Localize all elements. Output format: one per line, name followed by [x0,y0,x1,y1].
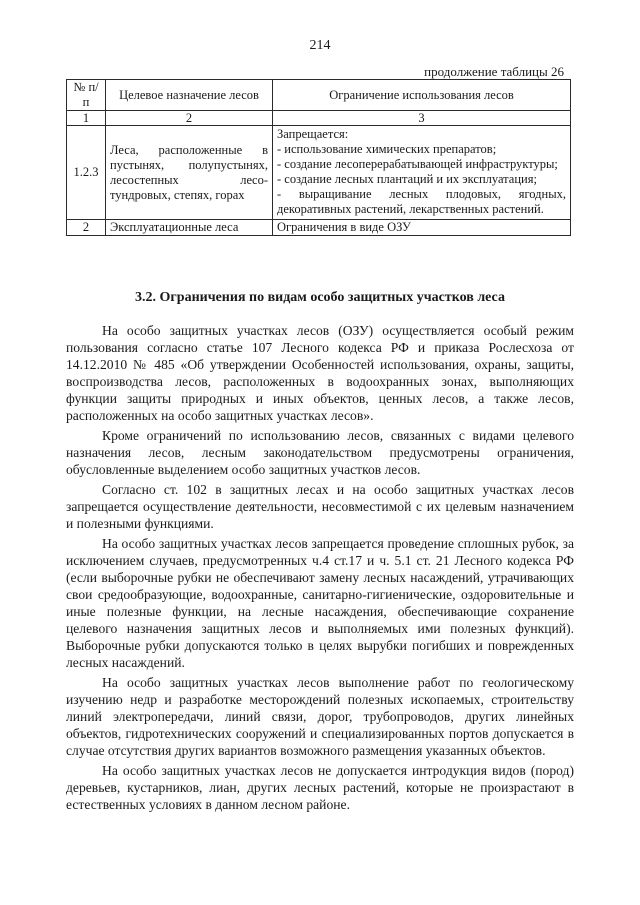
restriction-line: Запрещается: [277,127,349,141]
paragraph: На особо защитных участках лесов запрещается проведение сплошных рубок, за исключением случаев, предусмотренных ч.4 ст.17 и ч. 5.1 ст. 21 Лесного кодекса РФ (если выборочные рубки не обеспечивают замену лесных насаждений, утрачивающих свои средообразующие, водоохранные, санитарно-гигиенические, оздоровительные и иные полезные функции, на лесные насаждения, обеспечивающие сохранение целевого назначения защитных лесов и выполняемых ими полезных функций). Выборочные рубки допускаются только в целях вырубки погибших и поврежденных лесных насаждений. [66,536,574,670]
restriction-cell [273,126,571,220]
table-row [67,220,571,236]
purpose-line: тундровых, степях, горах [110,187,245,202]
column-number-3: 3 [273,111,571,126]
restrictions-table [66,79,571,236]
header-restriction: Ограничение использования лесов [273,80,571,111]
row-number: 1.2.3 [67,126,106,220]
restriction-line: - создание лесоперерабатывающей инфраструктуры; [277,157,558,171]
purpose-line: пустынях, полупустынях, [110,157,268,172]
column-numbers-row [67,111,571,126]
column-number-2: 2 [106,111,273,126]
header-purpose: Целевое назначение лесов [106,80,273,111]
table-caption: продолжение таблицы 26 [424,64,564,79]
purpose-cell: Эксплуатационные леса [106,220,273,236]
page-number: 214 [309,38,331,53]
row-number: 2 [67,220,106,236]
purpose-line: Леса, расположенные в [110,142,268,157]
paragraph: На особо защитных участках лесов не допускается интродукция видов (пород) деревьев, кустарников, лиан, других лесных растений, которые не произрастают в естественных условиях в данном лесном районе. [66,763,574,812]
restriction-cell: Ограничения в виде ОЗУ [273,220,571,236]
table-header-row [67,80,571,111]
paragraph: На особо защитных участках лесов (ОЗУ) осуществляется особый режим пользования согласно статье 107 Лесного кодекса РФ и приказа Рослесхоза от 14.12.2010 № 485 «Об утверждении Особенностей использования, охраны, защиты, воспроизводства лесов, расположенных в водоохранных зонах, выполняющих функции защиты природных и иных объектов, ценных лесов, а также лесов, расположенных на особо защитных участках лесов». [66,323,574,423]
body-text [66,322,574,816]
restriction-line: - выращивание лесных плодовых, ягодных, декоративных растений, лекарственных растений. [277,187,566,216]
restriction-line: - использование химических препаратов; [277,142,497,156]
restriction-line: - создание лесных плантаций и их эксплуатация; [277,172,537,186]
purpose-cell [106,126,273,220]
table-row [67,126,571,220]
paragraph: На особо защитных участках лесов выполнение работ по геологическому изучению недр и разработке месторождений полезных ископаемых, строительству линий электропередачи, линий связи, дорог, трубопроводов, других линейных объектов, гидротехнических сооружений и специализированных портов допускается в случае отсутствия других вариантов возможного размещения указанных объектов. [66,675,574,758]
paragraph: Кроме ограничений по использованию лесов, связанных с видами целевого назначения лесов, лесным законодательством предусмотрены ограничения, обусловленные выделением особо защитных участков лесов. [66,428,574,477]
purpose-line: лесостепных леcо- [110,172,268,187]
column-number-1: 1 [67,111,106,126]
header-number: № п/п [67,80,106,111]
paragraph: Согласно ст. 102 в защитных лесах и на особо защитных участках лесов запрещается осуществление деятельности, несовместимой с их целевым назначением и полезными функциями. [66,482,574,531]
section-heading: 3.2. Ограничения по видам особо защитных участков леса [135,290,505,305]
